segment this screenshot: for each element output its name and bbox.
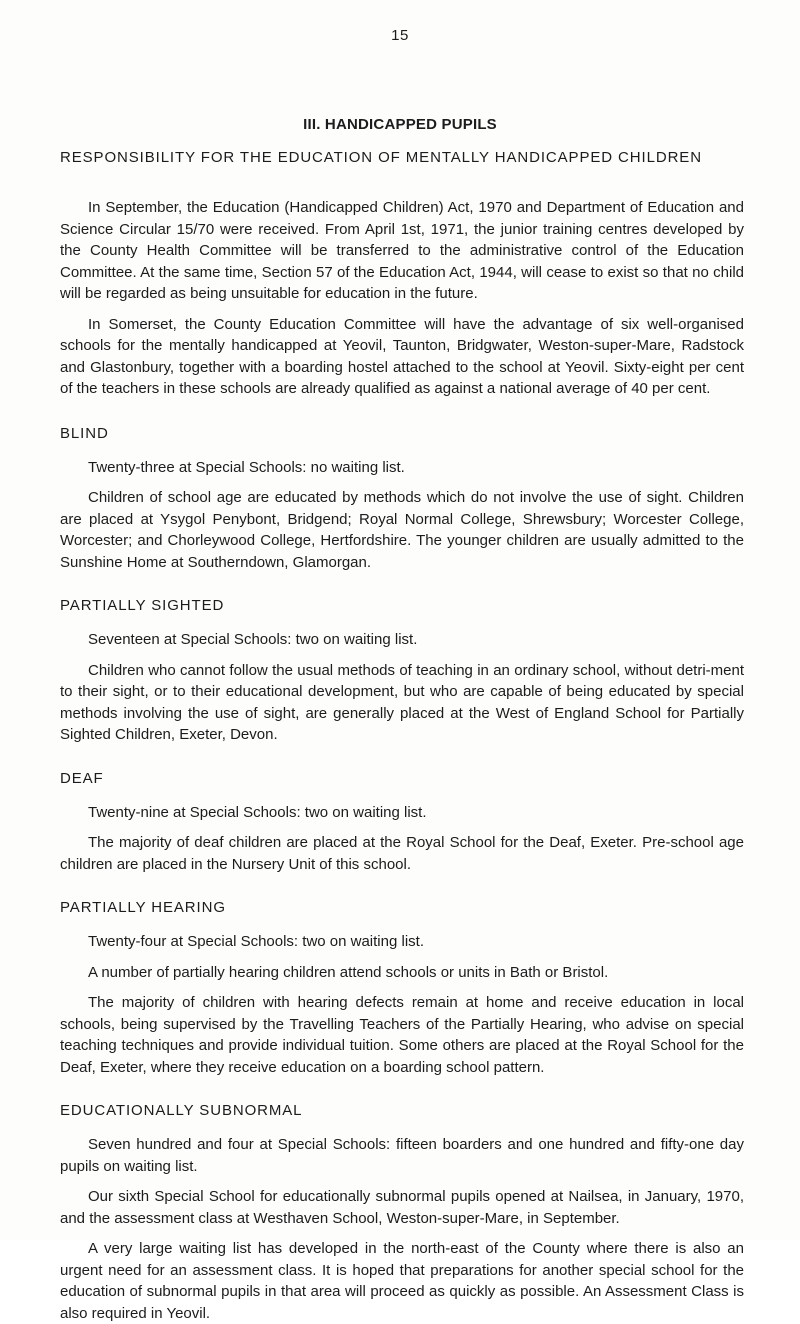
section-deaf bbox=[60, 769, 744, 876]
paragraph: The majority of children with hearing defects remain at home and receive education in local schools, being supervised by the Travelling Teachers of the Partially Hearing, who advise on special teaching techniques and provide individual tuition. Some others are placed at the Royal School for the Deaf, Exeter, where they receive education on a boarding school pattern. bbox=[60, 994, 744, 1076]
paragraph: Our sixth Special School for educationally subnormal pupils opened at Nailsea, in January, 1970, and the assessment class at Westhaven School, Weston-super-Mare, in September. bbox=[60, 1188, 744, 1227]
paragraph: A very large waiting list has developed in the north-east of the County where there is also an urgent need for an assessment class. It is hoped that preparations for another special school for the education of subnormal pupils in that area will proceed as quickly as possible. An Assessment Class is also required in Yeovil. bbox=[60, 1240, 744, 1322]
section-heading: RESPONSIBILITY FOR THE EDUCATION OF MENTALLY HANDICAPPED CHILDREN bbox=[60, 149, 702, 166]
paragraph: Children who cannot follow the usual methods of teaching in an ordinary school, without detri-ment to their sight, or to their educational development, but who are capable of being educated by special methods involving the use of sight, are generally placed at the West of England School for Partially Sighted Children, Exeter, Devon. bbox=[60, 661, 744, 743]
document-body bbox=[60, 148, 744, 1324]
section-heading: PARTIALLY HEARING bbox=[60, 899, 226, 916]
paragraph: A number of partially hearing children attend schools or units in Bath or Bristol. bbox=[88, 963, 609, 981]
intro-section bbox=[60, 148, 744, 400]
paragraph: Twenty-three at Special Schools: no waiting list. bbox=[88, 458, 405, 476]
section-educationally-subnormal bbox=[60, 1101, 744, 1324]
section-heading: DEAF bbox=[60, 769, 104, 787]
section-partially-sighted bbox=[60, 596, 744, 746]
section-heading: EDUCATIONALLY SUBNORMAL bbox=[60, 1102, 303, 1119]
paragraph: In Somerset, the County Education Committee will have the advantage of six well-organised schools for the mentally handicapped at Yeovil, Taunton, Bridgwater, Weston-super-Mare, Radstock and Glastonbury, together with a boarding hostel attached to the school at Yeovil. Sixty-eight per cent of the teachers in these schools are already qualified as against a national average of 40 per cent. bbox=[60, 315, 744, 397]
chapter-title: III. HANDICAPPED PUPILS bbox=[303, 116, 497, 133]
section-partially-hearing bbox=[60, 898, 744, 1078]
section-heading: PARTIALLY SIGHTED bbox=[60, 597, 225, 614]
paragraph: Twenty-nine at Special Schools: two on waiting list. bbox=[88, 803, 427, 821]
section-blind bbox=[60, 424, 744, 574]
paragraph: In September, the Education (Handicapped Children) Act, 1970 and Department of Education and Science Circular 15/70 were received. From April 1st, 1971, the junior training centres developed by the County Health Committee will be transferred to the administrative control of the Education Committee. At the same time, Section 57 of the Education Act, 1944, will cease to exist so that no child will be regarded as being unsuitable for education in the future. bbox=[60, 199, 744, 302]
page-number: 15 bbox=[391, 27, 409, 44]
paragraph: Children of school age are educated by methods which do not involve the use of sight. Children are placed at Ysygol Penybont, Bridgend; Royal Normal College, Shrewsbury; Worcester College, Worcester; and Chorleywood College, Hertfordshire. The younger children are usually admitted to the Sunshine Home at Southerndown, Glamorgan. bbox=[60, 489, 744, 571]
paragraph: The majority of deaf children are placed at the Royal School for the Deaf, Exeter. Pre-school age children are placed in the Nursery Unit of this school. bbox=[60, 834, 744, 873]
paragraph: Seven hundred and four at Special Schools: fifteen boarders and one hundred and fifty-one day pupils on waiting list. bbox=[60, 1136, 744, 1175]
paragraph: Twenty-four at Special Schools: two on waiting list. bbox=[88, 933, 424, 950]
paragraph: Seventeen at Special Schools: two on waiting list. bbox=[88, 631, 418, 648]
section-heading: BLIND bbox=[60, 424, 109, 442]
